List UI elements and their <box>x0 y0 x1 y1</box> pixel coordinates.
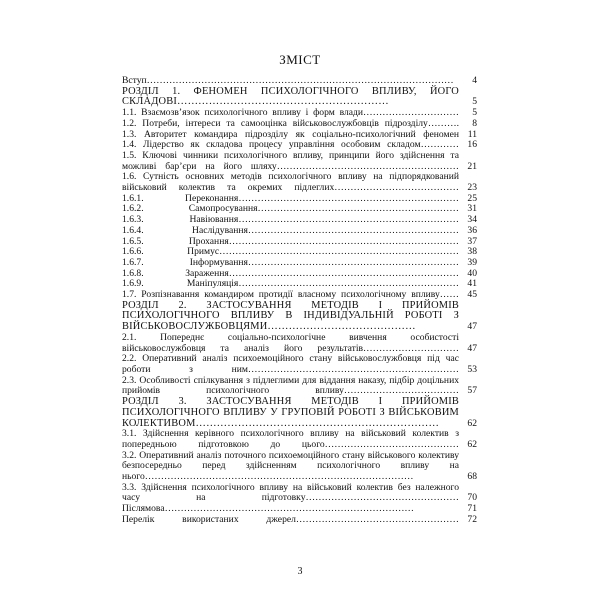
toc-entry <box>122 376 477 397</box>
toc-entry-title: РОЗДІЛ 1. ФЕНОМЕН ПСИХОЛОГІЧНОГО ВПЛИВУ, ЙОГО СКЛАДОВІ…………………………………………………… <box>122 85 459 108</box>
toc-entry-title: 1.6.5. Прохання……………………………………………………………… <box>122 235 459 247</box>
page-number: 3 <box>297 566 303 577</box>
toc-entry-title: 3.3. Здійснення психологічного впливу на військовий колектив без належного часу на підготовку………………………………………… <box>122 481 459 504</box>
toc-entry <box>122 151 477 172</box>
toc-entry-title: РОЗДІЛ 3. ЗАСТОСУВАННЯ МЕТОДІВ І ПРИЙОМІВ ПСИХОЛОГІЧНОГО ВПЛИВУ У ГРУПОВІЙ РОБОТІ З ВІЙСЬКОВИМ КОЛЕКТИВОМ…………………………………………………………… <box>122 396 459 429</box>
toc-entry-page: 62 <box>467 417 477 429</box>
toc-entry-title: 1.6.2. Самопросування……………………………………………………… <box>122 203 459 215</box>
toc-entry-title: РОЗДІЛ 2. ЗАСТОСУВАННЯ МЕТОДІВ І ПРИЙОМІВ ПСИХОЛОГІЧНОГО ВПЛИВУ В ІНДИВІДУАЛЬНІЙ РОБОТІ З ВІЙСЬКОВОСЛУЖБОВЦЯМИ…………………………………… <box>122 299 459 333</box>
toc-entry-page: 25 <box>467 192 477 204</box>
toc-entry-page: 5 <box>472 96 477 108</box>
toc-entry-page: 39 <box>467 256 477 268</box>
toc-entry <box>122 226 477 237</box>
toc-entry-title: 2.3. Особливості спілкування з підлеглими для віддання наказу, підбір доцільних прийомів психологічного впливу……………………………… <box>122 374 459 397</box>
toc-entry <box>122 172 477 193</box>
toc-entry-title: 1.4. Лідерство як складова процесу управління особовим складом………… <box>122 139 459 151</box>
toc-entry <box>122 119 477 130</box>
toc-entry-title: 1.1. Взаємозв’язок психологічного впливу і форм влади………………………… <box>122 107 459 119</box>
toc-entry-title: 1.7. Розпізнавання командиром протидії власному психологічному впливу…… <box>122 289 459 301</box>
toc-entry-page: 4 <box>472 75 477 86</box>
table-of-contents <box>122 76 477 526</box>
toc-entry-page: 37 <box>467 235 477 247</box>
toc-entry-title: 1.6.3. Навіювання…………………………………………………………… <box>122 214 459 226</box>
toc-entry-title: 2.2. Оперативний аналіз психоемоційного стану військовослужбовця під час роботи з ним………………………………………………………… <box>122 353 459 375</box>
toc-entry-page: 70 <box>467 492 477 504</box>
toc-entry <box>122 333 477 354</box>
toc-entry-page: 8 <box>472 117 477 129</box>
toc-entry-title: Вступ…………………………………………………………………………………… <box>122 75 454 86</box>
toc-entry-page: 5 <box>472 107 477 119</box>
toc-entry-page: 16 <box>467 139 477 151</box>
toc-entry <box>122 451 477 483</box>
toc-entry-page: 21 <box>467 160 477 172</box>
toc-entry-page: 62 <box>467 438 477 450</box>
toc-entry-title: Післямова…………………………………………………………………… <box>122 503 415 515</box>
toc-entry-title: 1.6.9. Маніпуляція…………………………………………………………… <box>122 278 459 290</box>
toc-entry <box>122 354 477 375</box>
toc-chapter-entry <box>122 397 477 429</box>
page-title: ЗМІСТ <box>279 52 321 67</box>
toc-entry-page: 72 <box>467 513 477 525</box>
toc-entry-page: 31 <box>467 203 477 215</box>
toc-entry <box>122 515 477 526</box>
toc-entry-title: 2.1. Попереднє соціально-психологічне вивчення особистості військовослужбовця та аналіз його результатів………………………… <box>122 331 459 354</box>
toc-entry-title: 1.6.6. Примус………………………………………………………………… <box>122 246 459 258</box>
toc-entry-title: 1.6. Сутність основних методів психологічного впливу на підпорядкований військовий колектив та окремих підлеглих………………………………… <box>122 171 459 194</box>
toc-entry-page: 53 <box>467 363 477 375</box>
toc-entry-page: 45 <box>467 289 477 301</box>
toc-entry-page: 40 <box>467 267 477 279</box>
toc-chapter-entry <box>122 301 477 333</box>
toc-entry-page: 38 <box>467 246 477 258</box>
toc-chapter-entry <box>122 87 477 108</box>
toc-entry-page: 68 <box>467 471 477 483</box>
toc-entry-title: 3.2. Оперативний аналіз поточного психоемоційного стану військового колективу безпосередньо перед здійсненням психологічного впливу на нього………………………………………………………………………… <box>122 449 459 483</box>
toc-entry-title: 1.2. Потреби, інтереси та самооцінка військовослужбовців підрозділу………. <box>122 117 459 129</box>
toc-entry-title: 1.6.7. Інформування………………………………………………………… <box>122 256 459 268</box>
toc-entry-title: 1.6.1. Переконання…………………………………………………………… <box>122 192 459 204</box>
toc-entry-title: 1.5. Ключові чинники психологічного впливу, принципи його здійснення та можливі бар’єри на його шляху………………………………………………… <box>122 149 459 172</box>
toc-entry-title: 1.6.8. Зараження……………………………………………………………… <box>122 267 459 279</box>
toc-entry-page: 34 <box>467 214 477 226</box>
toc-entry-page: 36 <box>467 224 477 236</box>
toc-entry <box>122 483 477 504</box>
toc-entry-title: Перелік використаних джерел…………………………………………… <box>122 513 459 525</box>
toc-entry <box>122 429 477 450</box>
toc-entry-title: 3.1. Здійснення керівного психологічного впливу на військовий колектив з попередньою підготовкою до цього…………………………………… <box>122 428 459 450</box>
toc-entry-page: 57 <box>467 385 477 397</box>
toc-entry-title: 1.3. Авторитет командира підрозділу як соціально-психологічний феномен <box>122 128 459 140</box>
toc-entry-page: 47 <box>467 321 477 333</box>
toc-entry-page: 11 <box>467 128 477 140</box>
toc-entry-page: 47 <box>467 342 477 354</box>
toc-entry-page: 23 <box>467 182 477 194</box>
toc-entry-page: 71 <box>467 503 477 515</box>
toc-entry-title: 1.6.4. Наслідування………………………………………………………… <box>122 224 459 236</box>
toc-entry-page: 41 <box>467 278 477 290</box>
